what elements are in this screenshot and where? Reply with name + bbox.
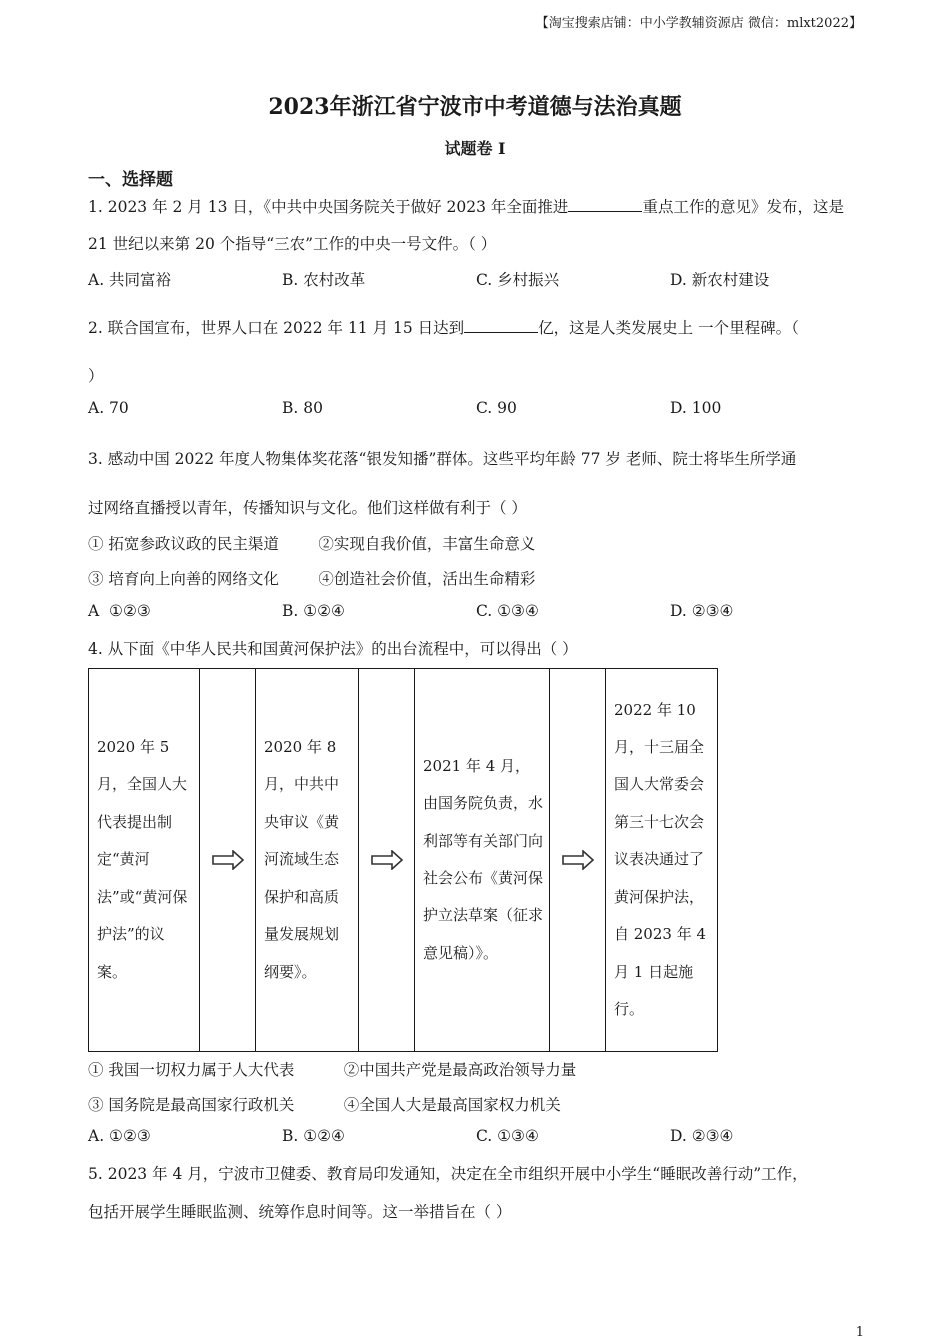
q4-option-b: B. ①②④ bbox=[282, 1127, 345, 1145]
flow-step-2 bbox=[256, 669, 359, 1051]
q3-line1: 3. 感动中国 2022 年度人物集体奖花落“银发知播”群体。这些平均年龄 77 岁 老师、院士将毕生所学通 bbox=[88, 450, 797, 468]
legislation-flow-table bbox=[88, 668, 718, 1052]
q2-line2: ） bbox=[88, 367, 104, 385]
right-arrow-icon bbox=[561, 850, 595, 870]
q1-option-b: B. 农村改革 bbox=[282, 271, 366, 289]
flow-step-4 bbox=[606, 669, 717, 1051]
flow-arrow-2 bbox=[359, 669, 415, 1051]
q3-option-a: A ①②③ bbox=[88, 602, 151, 620]
q3-statements-1: ① 拓宽参政议政的民主渠道 ②实现自我价值，丰富生命意义 bbox=[88, 535, 536, 553]
q2-option-a: A. 70 bbox=[88, 399, 129, 417]
flow-step-1-text: 2020 年 5 月，全国人大代表提出制定“黄河法”或“黄河保护法”的议案。 bbox=[97, 738, 188, 981]
q1-text-b: 重点工作的意见》发布，这是 bbox=[642, 198, 844, 216]
q4-line1: 4. 从下面《中华人民共和国黄河保护法》的出台流程中，可以得出（ ） bbox=[88, 640, 578, 658]
q4-statements-1: ① 我国一切权力属于人大代表 ②中国共产党是最高政治领导力量 bbox=[88, 1061, 577, 1079]
q2-blank bbox=[464, 318, 538, 333]
q3-option-c: C. ①③④ bbox=[476, 602, 539, 620]
q2-text-a: 2. 联合国宣布，世界人口在 2022 年 11 月 15 日达到 bbox=[88, 319, 465, 337]
q2-text-b: 亿，这是人类发展史上 一个里程碑。（ bbox=[538, 319, 799, 337]
q4-option-c: C. ①③④ bbox=[476, 1127, 539, 1145]
flow-step-1 bbox=[89, 669, 200, 1051]
flow-arrow-3 bbox=[550, 669, 606, 1051]
q5-line1: 5. 2023 年 4 月，宁波市卫健委、教育局印发通知，决定在全市组织开展中小学生“睡眠改善行动”工作， bbox=[88, 1165, 808, 1183]
flow-step-3 bbox=[415, 669, 550, 1051]
q3-option-b: B. ①②④ bbox=[282, 602, 345, 620]
q1-option-d: D. 新农村建设 bbox=[670, 271, 770, 289]
page-title: 2023年浙江省宁波市中考道德与法治真题 bbox=[268, 94, 682, 120]
q2-line1 bbox=[88, 316, 799, 338]
q1-line2: 21 世纪以来第 20 个指导“三农”工作的中央一号文件。（ ） bbox=[88, 235, 497, 253]
q1-option-c: C. 乡村振兴 bbox=[476, 271, 560, 289]
paper-subtitle: 试题卷 I bbox=[444, 139, 506, 158]
flow-step-4-text: 2022 年 10 月，十三届全国人大常委会第三十七次会议表决通过了黄河保护法，自 2023 年 4 月 1 日起施行。 bbox=[614, 700, 707, 1018]
q4-statements-2: ③ 国务院是最高国家行政机关 ④全国人大是最高国家权力机关 bbox=[88, 1096, 561, 1114]
q5-line2: 包括开展学生睡眠监测、统筹作息时间等。这一举措旨在（ ） bbox=[88, 1203, 512, 1221]
flow-step-2-text: 2020 年 8 月，中共中央审议《黄河流域生态保护和高质量发展规划纲要》。 bbox=[264, 738, 340, 981]
q3-line2: 过网络直播授以青年，传播知识与文化。他们这样做有利于（ ） bbox=[88, 499, 527, 517]
flow-arrow-1 bbox=[200, 669, 256, 1051]
section-heading: 一、选择题 bbox=[88, 170, 173, 190]
header-note: 【淘宝搜索店铺：中小学教辅资源店 微信：mlxt2022】 bbox=[535, 16, 862, 31]
q2-option-b: B. 80 bbox=[282, 399, 323, 417]
q1-option-a: A. 共同富裕 bbox=[88, 271, 172, 289]
right-arrow-icon bbox=[211, 850, 245, 870]
flow-step-3-text: 2021 年 4 月，由国务院负责，水利部等有关部门向社会公布《黄河保护立法草案（征求意见稿）》。 bbox=[423, 756, 544, 962]
q1-line1 bbox=[88, 195, 844, 217]
q4-option-a: A. ①②③ bbox=[88, 1127, 151, 1145]
q3-option-d: D. ②③④ bbox=[670, 602, 734, 620]
right-arrow-icon bbox=[370, 850, 404, 870]
q1-text-a: 1. 2023 年 2 月 13 日，《中共中央国务院关于做好 2023 年全面推进 bbox=[88, 198, 569, 216]
q4-option-d: D. ②③④ bbox=[670, 1127, 734, 1145]
q1-blank bbox=[568, 197, 642, 212]
q3-statements-2: ③ 培育向上向善的网络文化 ④创造社会价值，活出生命精彩 bbox=[88, 570, 536, 588]
q2-option-c: C. 90 bbox=[476, 399, 517, 417]
page-number: 1 bbox=[855, 1325, 864, 1340]
q2-option-d: D. 100 bbox=[670, 399, 722, 417]
